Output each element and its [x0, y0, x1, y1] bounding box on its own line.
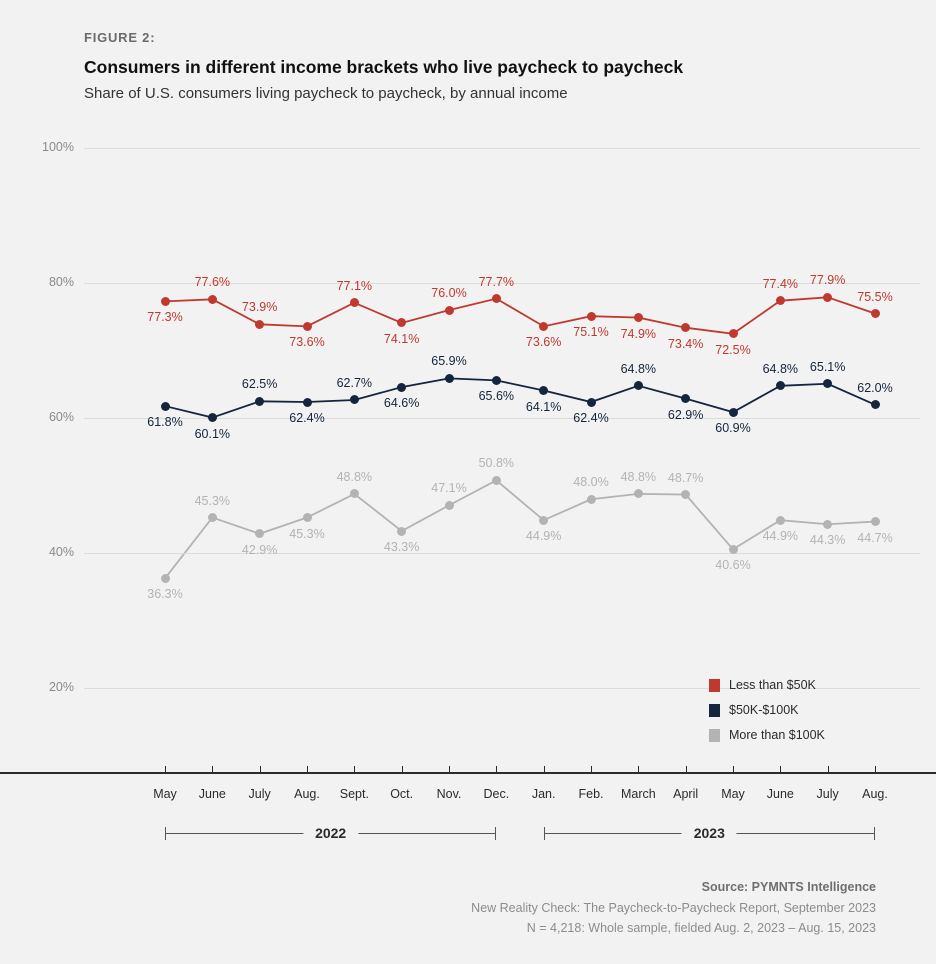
- data-point: [539, 516, 548, 525]
- year-band: [544, 827, 875, 841]
- data-point: [350, 298, 359, 307]
- legend-label: More than $100K: [729, 728, 825, 742]
- data-point-label: 44.3%: [809, 533, 846, 548]
- data-point-label: 64.8%: [620, 361, 657, 376]
- data-point-label: 60.9%: [715, 421, 751, 436]
- data-point: [823, 293, 832, 302]
- data-point: [871, 400, 880, 409]
- x-axis-tick-label: Sept.: [339, 787, 369, 801]
- data-point: [776, 381, 785, 390]
- data-point: [823, 520, 832, 529]
- data-point-label: 43.3%: [383, 540, 420, 555]
- data-point-label: 60.1%: [194, 426, 231, 441]
- x-axis-tick-label: Jan.: [531, 787, 556, 801]
- sample-line: N = 4,218: Whole sample, fielded Aug. 2, 2023 – Aug. 15, 2023: [526, 921, 876, 935]
- data-point-label: 47.1%: [431, 481, 467, 496]
- data-point-label: 77.1%: [336, 278, 373, 293]
- data-point-label: 48.8%: [336, 469, 373, 484]
- data-point-label: 77.7%: [478, 274, 515, 289]
- data-point: [634, 489, 643, 498]
- data-point-label: 40.6%: [715, 558, 751, 573]
- data-point: [445, 374, 454, 383]
- legend-label: Less than $50K: [729, 678, 816, 692]
- legend-swatch-icon: [709, 704, 720, 717]
- data-point: [539, 386, 548, 395]
- data-point: [871, 517, 880, 526]
- data-point-label: 74.1%: [383, 331, 420, 346]
- data-point: [681, 323, 690, 332]
- legend-swatch-icon: [709, 729, 720, 742]
- data-point: [350, 395, 359, 404]
- figure-title: Consumers in different income brackets who live paycheck to paycheck: [84, 57, 684, 77]
- data-point: [397, 527, 406, 536]
- data-point: [681, 490, 690, 499]
- data-point: [492, 476, 501, 485]
- data-point: [303, 513, 312, 522]
- data-point: [681, 394, 690, 403]
- data-point-label: 73.9%: [241, 300, 278, 315]
- data-point-label: 36.3%: [147, 587, 183, 602]
- data-point-label: 42.9%: [241, 542, 278, 557]
- data-point: [255, 397, 264, 406]
- year-band-label: 2022: [303, 825, 358, 841]
- data-point-label: 77.6%: [194, 275, 231, 290]
- x-axis-tick-label: April: [673, 787, 699, 801]
- data-point-label: 77.9%: [809, 273, 846, 288]
- data-point-label: 65.6%: [478, 389, 515, 404]
- figure-footer: [471, 880, 876, 941]
- data-point: [587, 312, 596, 321]
- data-point: [729, 408, 738, 417]
- data-point-label: 65.1%: [809, 359, 846, 374]
- data-point: [776, 516, 785, 525]
- legend-label: $50K-$100K: [729, 703, 799, 717]
- data-point-label: 45.3%: [289, 526, 325, 541]
- data-point: [397, 318, 406, 327]
- data-point: [492, 376, 501, 385]
- data-point-label: 62.9%: [667, 407, 704, 422]
- data-point: [539, 322, 548, 331]
- data-point: [161, 574, 170, 583]
- data-point: [161, 402, 170, 411]
- data-point-label: 73.6%: [525, 335, 562, 350]
- data-point: [303, 398, 312, 407]
- data-point-label: 44.9%: [525, 529, 562, 544]
- x-axis-tick-label: June: [198, 787, 226, 801]
- data-point-label: 75.1%: [573, 325, 609, 340]
- figure-subtitle: Share of U.S. consumers living paycheck to paycheck, by annual income: [84, 85, 568, 102]
- data-point-label: 76.0%: [431, 286, 467, 301]
- x-axis-tick-label: July: [816, 787, 839, 801]
- data-point-label: 61.8%: [147, 415, 183, 430]
- data-point-label: 75.5%: [857, 289, 893, 304]
- data-point: [208, 513, 217, 522]
- data-point: [255, 529, 264, 538]
- x-axis-tick-label: June: [766, 787, 794, 801]
- data-point-label: 50.8%: [478, 456, 515, 471]
- x-axis-tick-label: July: [248, 787, 271, 801]
- data-point: [350, 489, 359, 498]
- data-point-label: 72.5%: [715, 342, 751, 357]
- data-point: [729, 545, 738, 554]
- figure-label: FIGURE 2:: [84, 30, 156, 45]
- x-axis-tick-label: Oct.: [390, 787, 414, 801]
- x-axis-tick-label: Aug.: [294, 787, 320, 801]
- year-band-cap: [495, 827, 496, 840]
- data-point: [587, 495, 596, 504]
- x-axis-tick-label: March: [620, 787, 656, 801]
- data-point: [445, 501, 454, 510]
- data-point: [397, 383, 406, 392]
- year-band-cap: [874, 827, 875, 840]
- data-point: [634, 313, 643, 322]
- legend-swatch-icon: [709, 679, 720, 692]
- legend-item[interactable]: [709, 703, 825, 717]
- data-point: [492, 294, 501, 303]
- data-point-label: 48.7%: [667, 470, 704, 485]
- y-axis-tick-label: 40%: [48, 545, 74, 560]
- year-band-cap: [544, 827, 545, 840]
- x-axis-tick-label: Nov.: [436, 787, 462, 801]
- data-point: [634, 381, 643, 390]
- x-axis-tick-label: Feb.: [578, 787, 604, 801]
- x-axis-tick-label: May: [153, 787, 177, 801]
- x-axis-tick-label: Dec.: [483, 787, 510, 801]
- data-point: [445, 306, 454, 315]
- data-point: [161, 297, 170, 306]
- data-point-label: 73.6%: [289, 335, 325, 350]
- gridline: [84, 148, 920, 149]
- year-band-label: 2023: [682, 825, 737, 841]
- data-point-label: 62.4%: [573, 411, 609, 425]
- data-point: [208, 295, 217, 304]
- x-axis-tick-label: May: [721, 787, 745, 801]
- x-axis-tick-label: Aug.: [862, 787, 888, 801]
- data-point: [729, 329, 738, 338]
- y-axis-tick-label: 60%: [48, 410, 74, 425]
- y-axis-tick-label: 100%: [42, 140, 74, 154]
- data-point-label: 62.4%: [289, 411, 325, 425]
- data-point: [208, 413, 217, 422]
- data-point: [776, 296, 785, 305]
- data-point-label: 77.3%: [147, 310, 183, 325]
- data-point: [255, 320, 264, 329]
- data-point-label: 48.8%: [620, 469, 657, 484]
- data-point: [871, 309, 880, 318]
- x-axis-baseline: [0, 772, 936, 774]
- data-point-label: 73.4%: [667, 336, 704, 351]
- data-point-label: 44.7%: [857, 530, 893, 545]
- data-point-label: 77.4%: [762, 276, 799, 291]
- data-point-label: 64.1%: [525, 399, 562, 414]
- data-point-label: 65.9%: [431, 354, 467, 369]
- data-point: [303, 322, 312, 331]
- report-line: New Reality Check: The Paycheck-to-Paycheck Report, September 2023: [471, 901, 876, 915]
- y-axis-tick-label: 20%: [48, 680, 74, 695]
- gridline: [84, 553, 920, 554]
- data-point-label: 64.6%: [383, 396, 420, 411]
- year-band-cap: [165, 827, 166, 840]
- data-point: [587, 398, 596, 407]
- legend-item[interactable]: [709, 678, 825, 692]
- y-axis-tick-label: 80%: [48, 275, 74, 290]
- chart-legend: [709, 678, 825, 753]
- data-point-label: 45.3%: [194, 493, 231, 508]
- data-point-label: 64.8%: [762, 361, 799, 376]
- data-point-label: 48.0%: [573, 475, 609, 490]
- data-point-label: 62.7%: [336, 375, 373, 390]
- data-point-label: 62.5%: [241, 377, 278, 392]
- legend-item[interactable]: [709, 728, 825, 742]
- data-point: [823, 379, 832, 388]
- data-point-label: 44.9%: [762, 529, 799, 544]
- data-point-label: 62.0%: [857, 380, 893, 395]
- source-line: Source: PYMNTS Intelligence: [701, 880, 876, 894]
- data-point-label: 74.9%: [620, 326, 657, 341]
- year-band: [165, 827, 496, 841]
